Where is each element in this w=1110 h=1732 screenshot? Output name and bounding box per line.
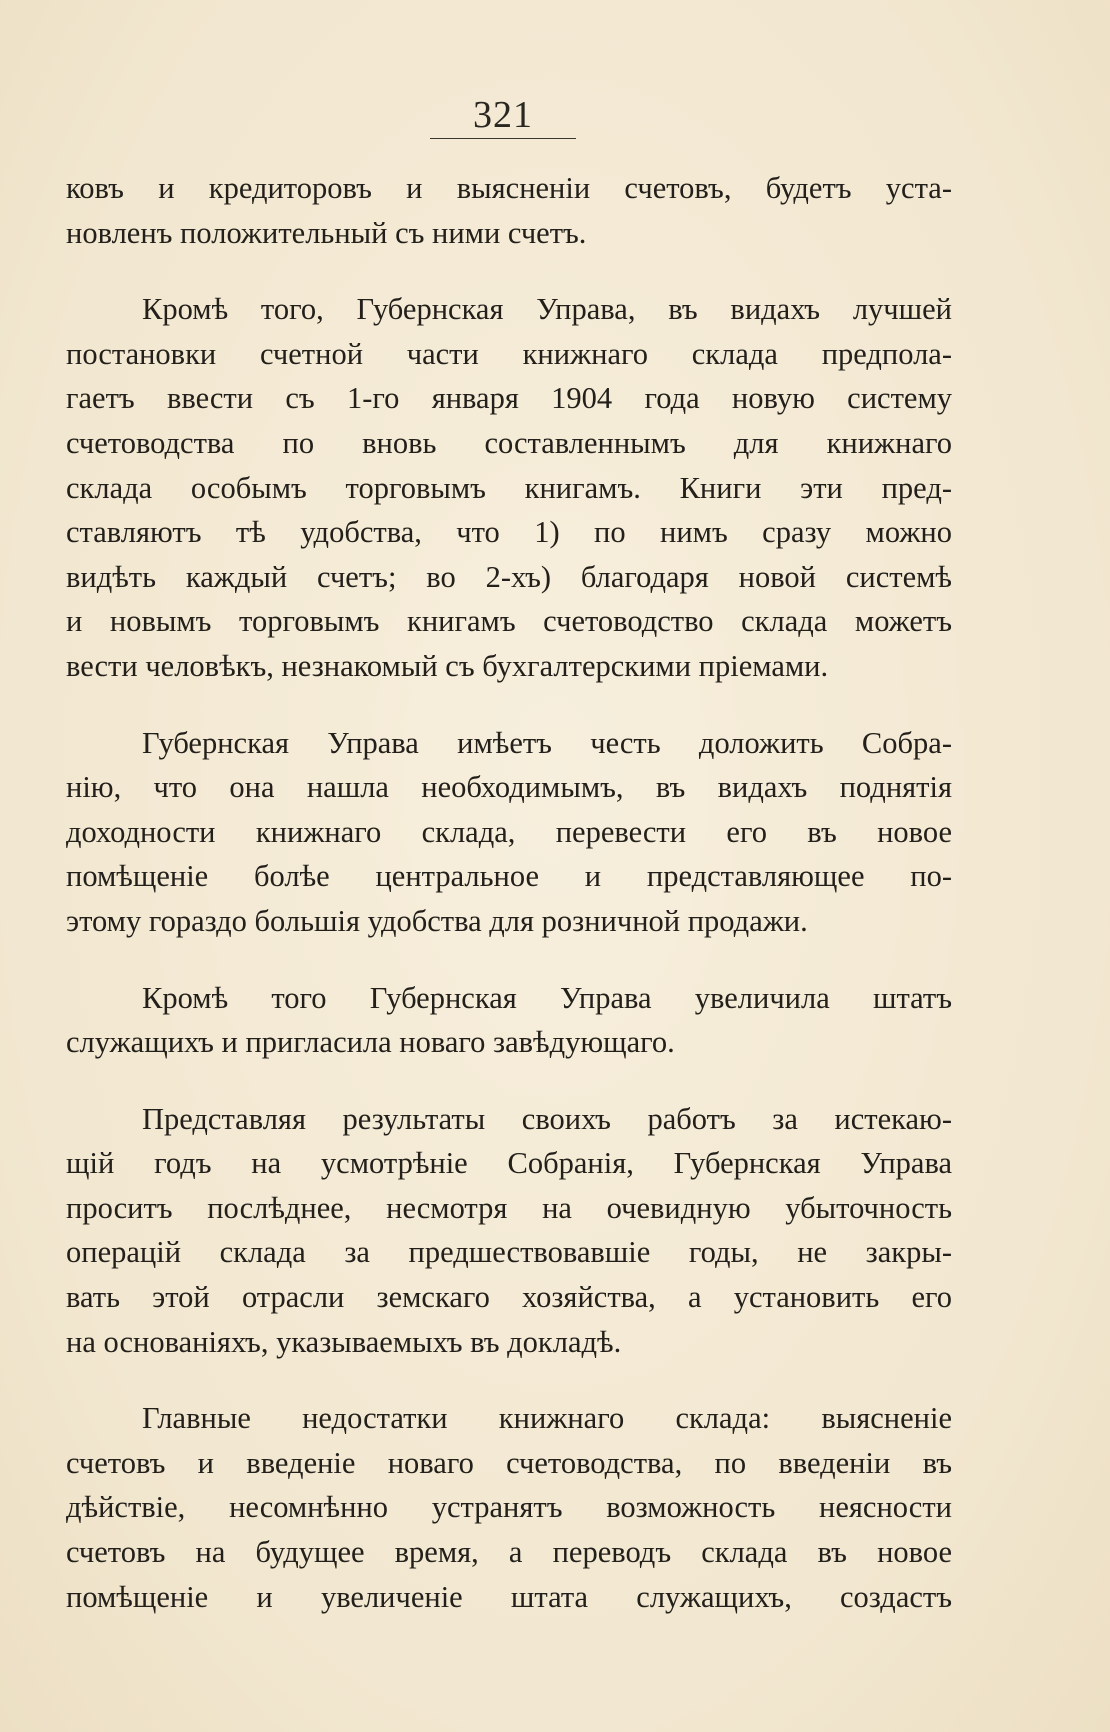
text-line: проситъ послѣднее, несмотря на очевидную убыточность: [66, 1190, 952, 1225]
text-line: вести человѣкъ, незнакомый съ бухгалтерскими прiемами.: [66, 648, 829, 683]
paragraph-1: [66, 166, 952, 255]
text-line: щiй годъ на усмотрѣнiе Собранiя, Губернская Управа: [66, 1146, 952, 1181]
text-line: и новымъ торговымъ книгамъ счетоводство склада можетъ: [66, 604, 952, 639]
text-line: вать этой отрасли земскаго хозяйства, а установить его: [66, 1280, 952, 1315]
text-line: доходности книжнаго склада, перевести его въ новое: [66, 814, 952, 849]
text-line: видѣть каждый счетъ; во 2-хъ) благодаря новой системѣ: [66, 559, 952, 594]
text-line: постановки счетной части книжнаго склада предпола-: [66, 336, 952, 371]
text-line: Кромѣ того Губернская Управа увеличила штатъ: [142, 980, 952, 1015]
text-line: служащихъ и пригласила новаго завѣдующаго.: [66, 1025, 675, 1060]
text-line: операцiй склада за предшествовавшiе годы, не закры-: [66, 1235, 952, 1270]
paragraph-5: [66, 1097, 952, 1365]
paragraph-3: [66, 721, 952, 944]
text-line: этому гораздо большiя удобства для розничной продажи.: [66, 903, 808, 938]
page-body: [66, 166, 952, 1651]
text-line: ковъ и кредиторовъ и выясненiи счетовъ, будетъ уста-: [66, 171, 952, 205]
text-line: нiю, что она нашла необходимымъ, въ видахъ поднятiя: [66, 770, 952, 805]
text-line: Представляя результаты своихъ работъ за истекаю-: [142, 1101, 952, 1136]
text-line: на основанiяхъ, указываемыхъ въ докладѣ.: [66, 1324, 622, 1359]
text-line: помѣщенiе болѣе центральное и представляющее по-: [66, 859, 952, 894]
page-number: 321: [473, 94, 533, 136]
text-line: Губернская Управа имѣетъ честь доложить Собра-: [142, 725, 952, 760]
text-line: новленъ положительный съ ними счетъ.: [66, 215, 587, 250]
text-line: счетовъ и введенiе новаго счетоводства, по введенiи въ: [66, 1445, 952, 1480]
text-line: склада особымъ торговымъ книгамъ. Книги эти пред-: [66, 470, 952, 505]
paragraph-2: [66, 287, 952, 688]
page-number-rule: [430, 138, 576, 139]
text-line: дѣйствiе, несомнѣнно устранятъ возможность неясности: [66, 1490, 952, 1525]
text-line: гаетъ ввести съ 1-го января 1904 года новую систему: [66, 381, 952, 416]
paragraph-6: [66, 1396, 952, 1619]
text-line: ставляютъ тѣ удобства, что 1) по нимъ сразу можно: [66, 515, 952, 550]
text-line: Главные недостатки книжнаго склада: выясненiе: [142, 1401, 952, 1436]
paragraph-4: [66, 976, 952, 1065]
text-line: помѣщенiе и увеличенiе штата служащихъ, создастъ: [66, 1579, 952, 1614]
text-line: счетоводства по вновь составленнымъ для книжнаго: [66, 425, 952, 460]
text-line: счетовъ на будущее время, а переводъ склада въ новое: [66, 1535, 952, 1570]
text-line: Кромѣ того, Губернская Управа, въ видахъ лучшей: [142, 292, 952, 327]
